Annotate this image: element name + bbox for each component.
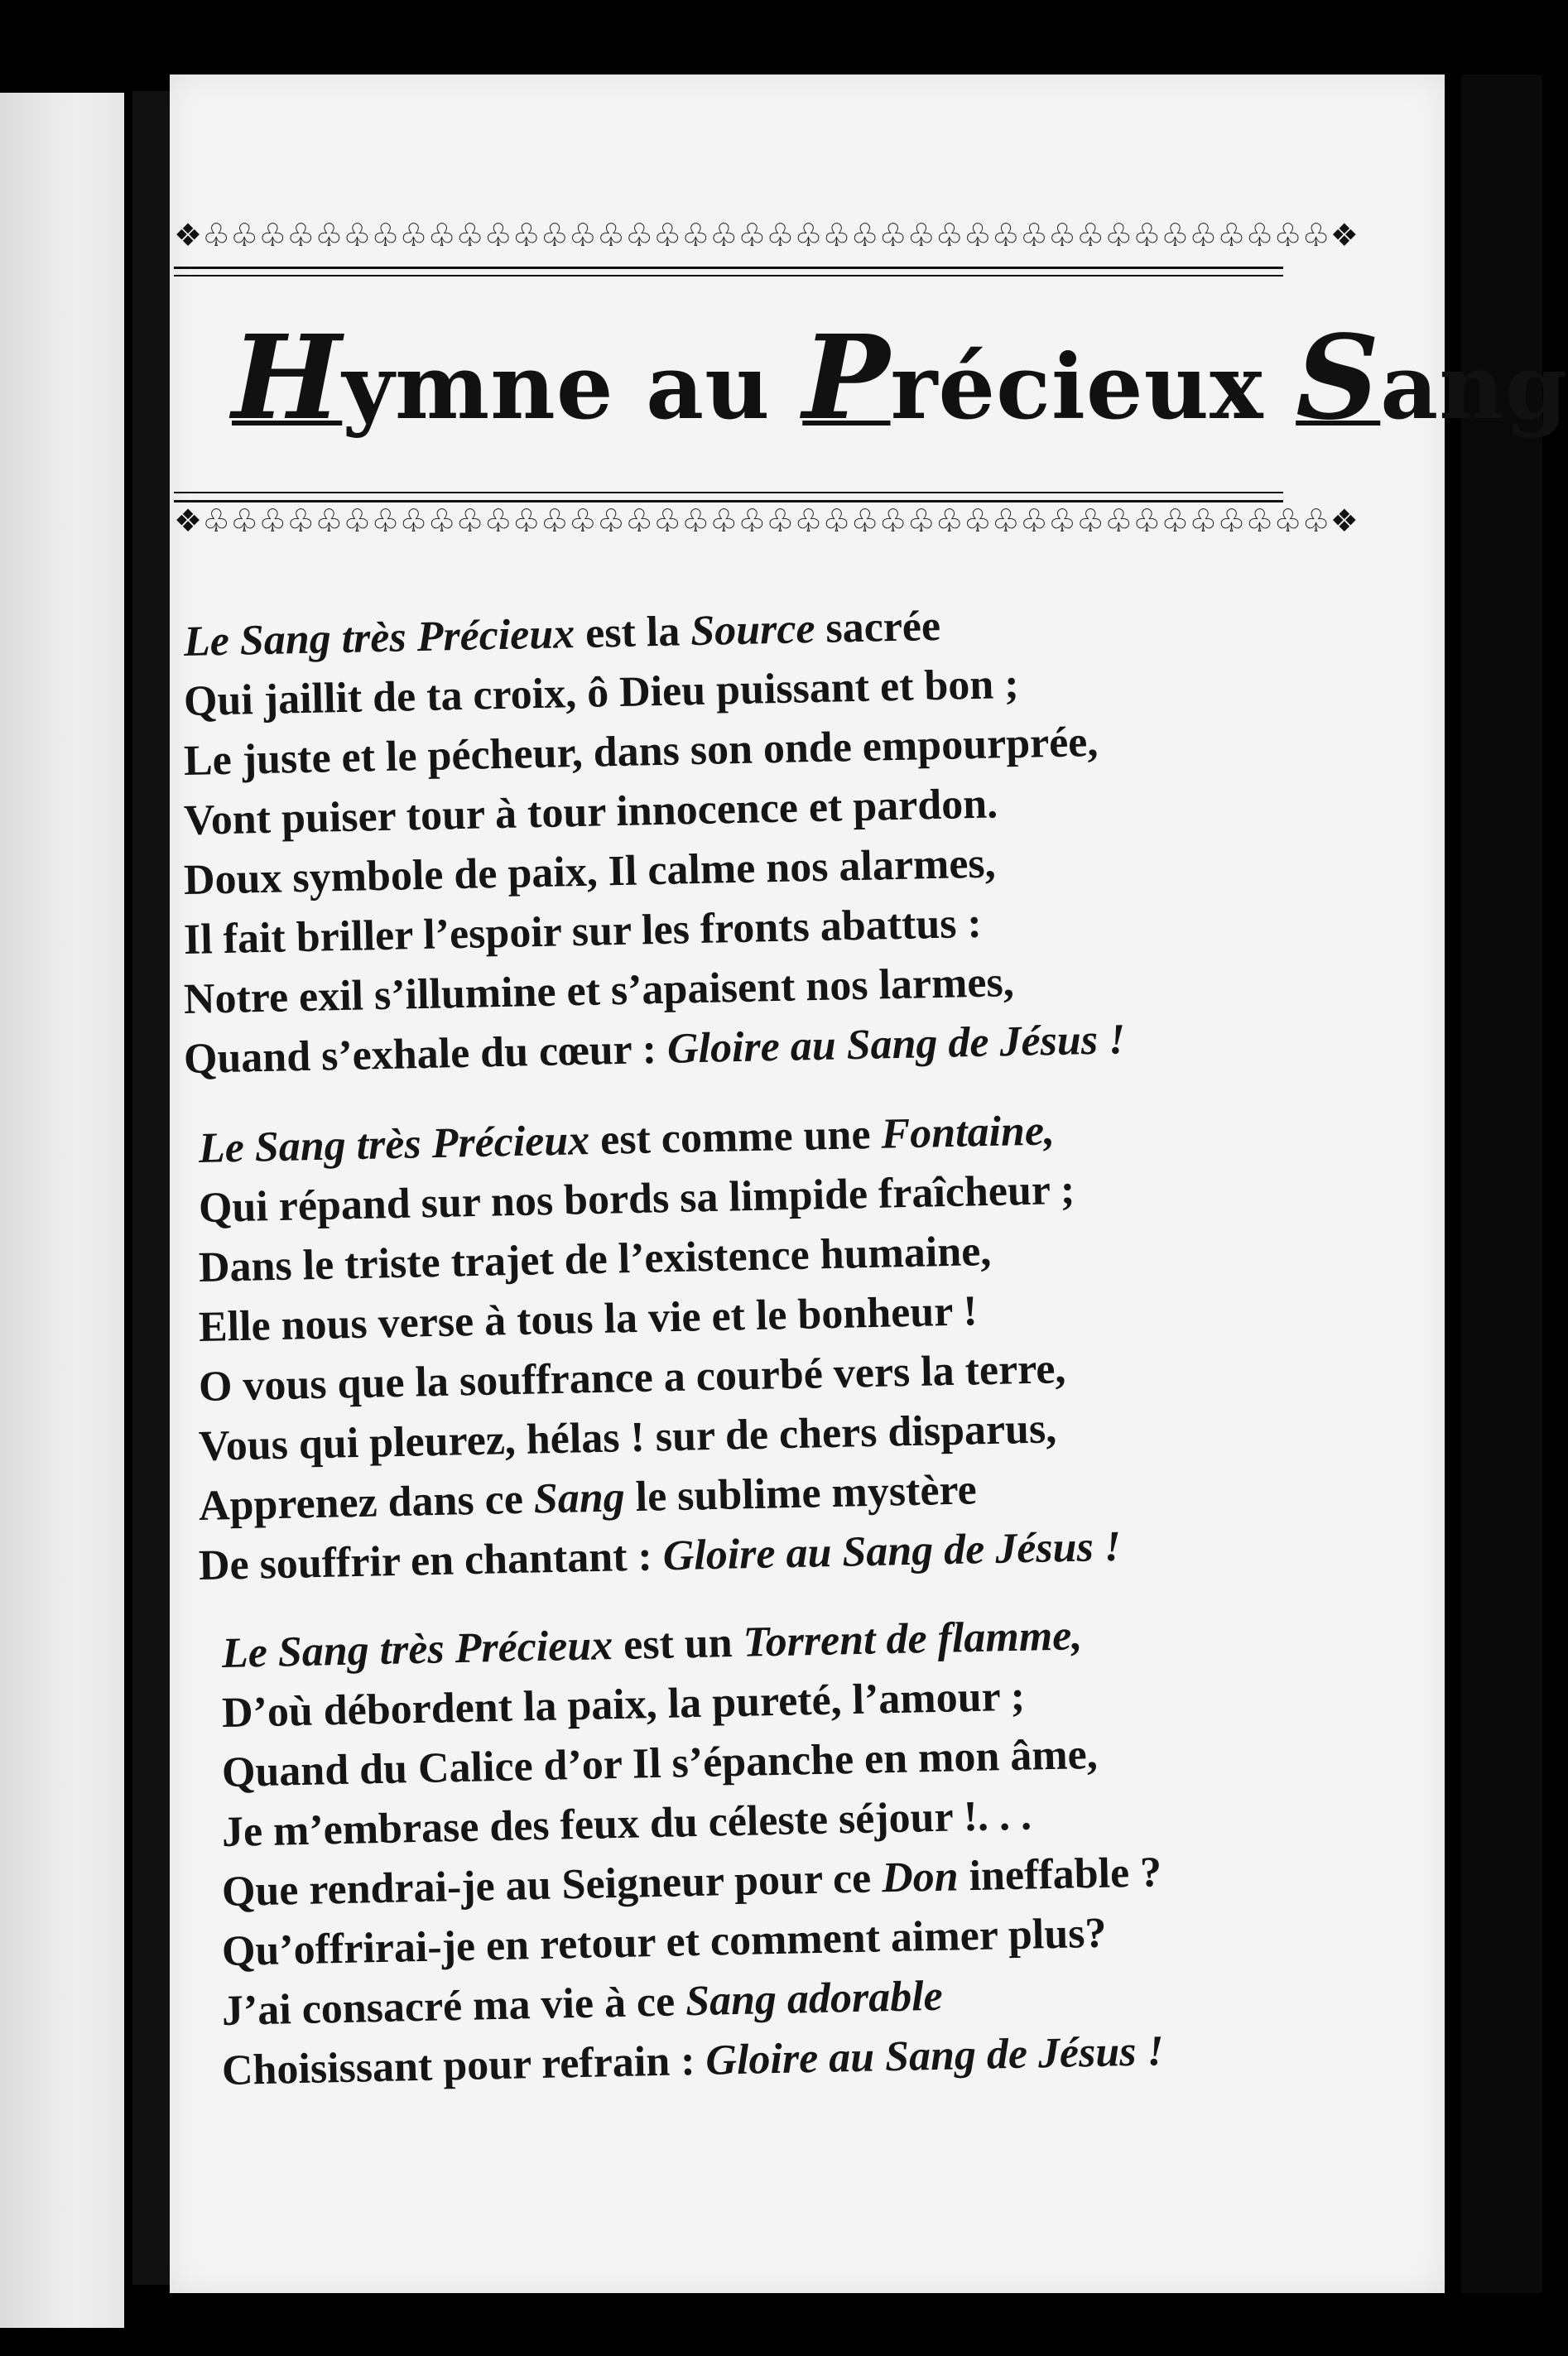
adjacent-page-edge <box>0 93 124 2328</box>
verse-line: Qui jaillit de ta croix, ô Dieu puissant et bon ; <box>183 660 1020 725</box>
verse-line: Doux symbole de paix, Il calme nos alarmes, <box>183 839 997 904</box>
verse-line: Le Sang très Précieux est un Torrent de flamme, <box>221 1612 1083 1677</box>
ornament-border-bottom: ❖♧♧♧♧♧♧♧♧♧♧♧♧♧♧♧♧♧♧♧♧♧♧♧♧♧♧♧♧♧♧♧♧♧♧♧♧♧♧♧♧❖ <box>174 502 1359 539</box>
title-initial: H <box>232 310 343 446</box>
verse-line: Choisissant pour refrain : Gloire au Sang de Jésus ! <box>221 2027 1165 2094</box>
verse-line: Il fait briller l’espoir sur les fronts abattus : <box>183 899 983 964</box>
verse-line: Je m’embrase des feux du céleste séjour !. . . <box>221 1791 1032 1856</box>
title-initial: P <box>802 310 891 446</box>
verse-line: J’ai consacré ma vie à ce Sang adorable <box>221 1972 944 2035</box>
verse-line: Quand s’exhale du cœur : Gloire au Sang de Jésus ! <box>183 1016 1126 1083</box>
verse-line: Notre exil s’illumine et s’apaisent nos larmes, <box>183 959 1015 1023</box>
rule <box>174 275 1283 276</box>
verse-line: Vont puiser tour à tour innocence et pardon. <box>183 780 998 844</box>
book-spine <box>132 91 174 2285</box>
verse-line: Apprenez dans ce Sang le sublime mystère <box>198 1466 978 1530</box>
rule <box>174 492 1283 493</box>
verse-line: Le Sang très Précieux est comme une Fontaine, <box>198 1107 1056 1172</box>
verse-line: Que rendrai-je au Seigneur pour ce Don ineffable ? <box>221 1849 1162 1916</box>
verse-line: Vous qui pleurez, hélas ! sur de chers disparus, <box>198 1405 1057 1470</box>
verse-line: Quand du Calice d’or Il s’épanche en mon âme, <box>221 1730 1099 1796</box>
verse-line: D’où débordent la paix, la pureté, l’amour ; <box>221 1672 1026 1737</box>
title-text: récieux <box>890 335 1296 440</box>
verse-line: Le Sang très Précieux est la Source sacrée <box>183 602 941 666</box>
title-initial: S <box>1296 310 1381 446</box>
title-text: ymne au <box>342 335 803 440</box>
ornament-border-top: ❖♧♧♧♧♧♧♧♧♧♧♧♧♧♧♧♧♧♧♧♧♧♧♧♧♧♧♧♧♧♧♧♧♧♧♧♧♧♧♧♧❖ <box>174 217 1359 253</box>
verse-line: Qu’offrirai-je en retour et comment aimer plus? <box>221 1909 1107 1975</box>
verse-line: Le juste et le pécheur, dans son onde empourprée, <box>183 718 1099 785</box>
title-text: ang <box>1380 335 1568 440</box>
hymn-title <box>232 310 1568 446</box>
verse-line: Qui répand sur nos bords sa limpide fraîcheur ; <box>198 1166 1075 1232</box>
stanza-2 <box>198 1107 1374 1596</box>
stanza-1 <box>183 602 1359 1089</box>
verse-line: Elle nous verse à tous la vie et le bonheur ! <box>198 1287 979 1351</box>
verse-line: O vous que la souffrance a courbé vers la terre, <box>198 1345 1066 1411</box>
stanza-3 <box>221 1612 1397 2101</box>
verse-line: Dans le triste trajet de l’existence humaine, <box>198 1227 992 1291</box>
rule <box>174 267 1283 269</box>
verse-line: De souffrir en chantant : Gloire au Sang de Jésus ! <box>198 1522 1122 1589</box>
